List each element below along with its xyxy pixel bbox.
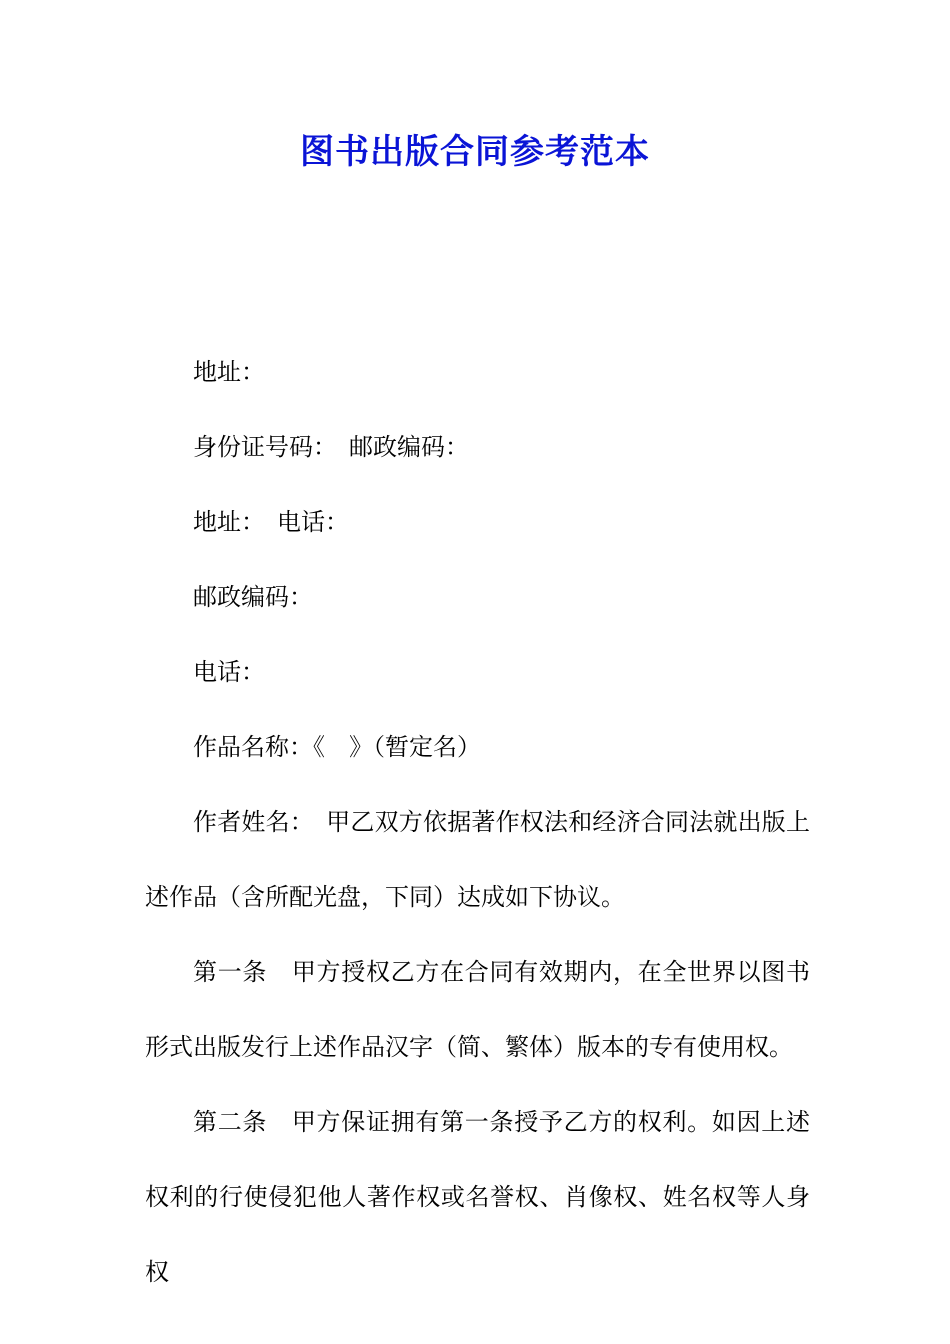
paragraph-id-postcode: 身份证号码： 邮政编码： [193,433,469,461]
paragraph-article-2: 第二条 甲方保证拥有第一条授予乙方的权利。如因上述权利的行使侵犯他人著作权或名誉权、肖像权、姓名权等人身权 [145,1108,810,1286]
paragraph-author-agreement: 作者姓名： 甲乙双方依据著作权法和经济合同法就出版上述作品（含所配光盘，下同）达成如下协议。 [145,808,810,911]
paragraph-postcode: 邮政编码： [193,583,313,611]
document-title: 图书出版合同参考范本 [300,132,650,172]
paragraph-address-phone: 地址： 电话： [193,508,349,536]
paragraph-article-1: 第一条 甲方授权乙方在合同有效期内，在全世界以图书形式出版发行上述作品汉字（简、繁体）版本的专有使用权。 [145,958,810,1061]
document-body [145,335,810,1310]
paragraph-work-title: 作品名称：《 》（暂定名） [193,733,481,761]
paragraph-phone: 电话： [193,658,265,686]
paragraph-address-1: 地址： [193,358,265,386]
